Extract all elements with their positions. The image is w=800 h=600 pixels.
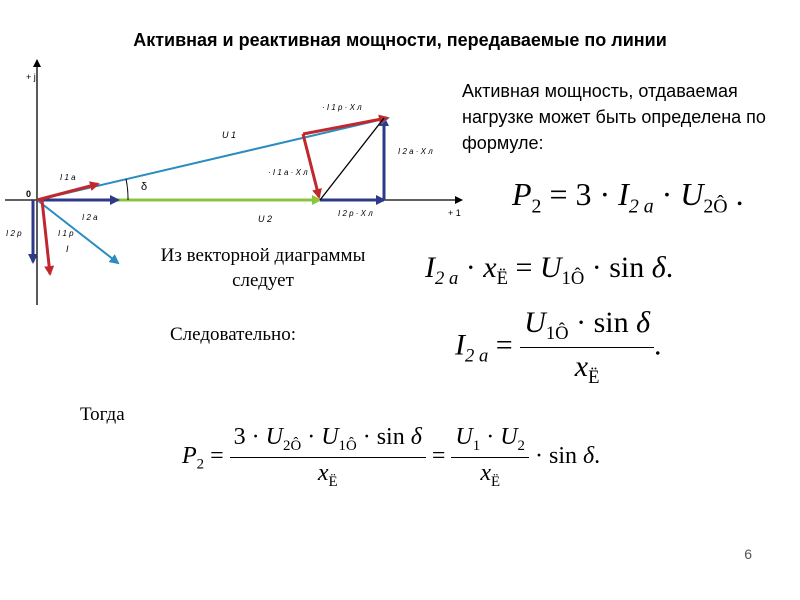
label-i1p: I 1 p bbox=[58, 229, 74, 238]
axis-1-label: + 1 bbox=[448, 208, 461, 218]
label-u2: U 2 bbox=[258, 214, 273, 224]
label-i: I bbox=[66, 244, 69, 254]
vector-i1a-xl bbox=[303, 134, 319, 197]
label-i2a-xl: I 2 a · X л bbox=[398, 147, 433, 156]
formula-active-power: $P_2 = 3 \cdot I_{2 a} \cdot U_{2Ô}$ . bbox=[512, 176, 744, 218]
axis-j-label: + j bbox=[26, 72, 36, 82]
label-i1a: I 1 a bbox=[60, 173, 76, 182]
label-i1p-xl: · I 1 p · X л bbox=[322, 103, 362, 112]
from-diagram-text: Из векторной диаграммы следует bbox=[160, 245, 366, 291]
label-i2a: I 2 a bbox=[82, 213, 98, 222]
slide-title: Активная и реактивная мощности, передаваемые по линии bbox=[133, 30, 667, 50]
label-u1: U 1 bbox=[222, 130, 237, 140]
consequently-text: Следовательно: bbox=[170, 324, 296, 345]
label-i1a-xl: · I 1 a · X л bbox=[268, 168, 308, 177]
then-text: Тогда bbox=[80, 404, 125, 425]
vector-i1a bbox=[37, 184, 98, 200]
origin-label: 0 bbox=[26, 189, 32, 199]
label-delta: δ bbox=[141, 181, 148, 193]
vector-i1p bbox=[42, 200, 50, 274]
formula-current: $I_{2 a}$ = $\frac{U_{1Ô} \cdot \sin \delta}{x_Ë}$ . bbox=[455, 306, 662, 388]
intro-text: Активная мощность, отдаваемая нагрузке может быть определена по формуле: bbox=[462, 81, 766, 153]
delta-arc bbox=[126, 179, 128, 200]
formula-power-final: $P_2$ = $\frac{3 \cdot U_{2Ô} \cdot U_{1Ô} \cdot \sin \delta}{x_Ë}$ = $\frac{U_1 \cdot U_2}{x_Ë}$ · sin δ. bbox=[182, 424, 601, 490]
label-i2p-xl: I 2 p · X л bbox=[338, 209, 373, 218]
page-number: 6 bbox=[744, 546, 752, 562]
vector-i1p-xl bbox=[303, 118, 387, 134]
formula-diagram-relation: $I_{2 a} \cdot x_Ë = U_{1Ô} \cdot \sin \delta$. bbox=[425, 251, 674, 289]
label-i2p: I 2 p bbox=[6, 229, 22, 238]
